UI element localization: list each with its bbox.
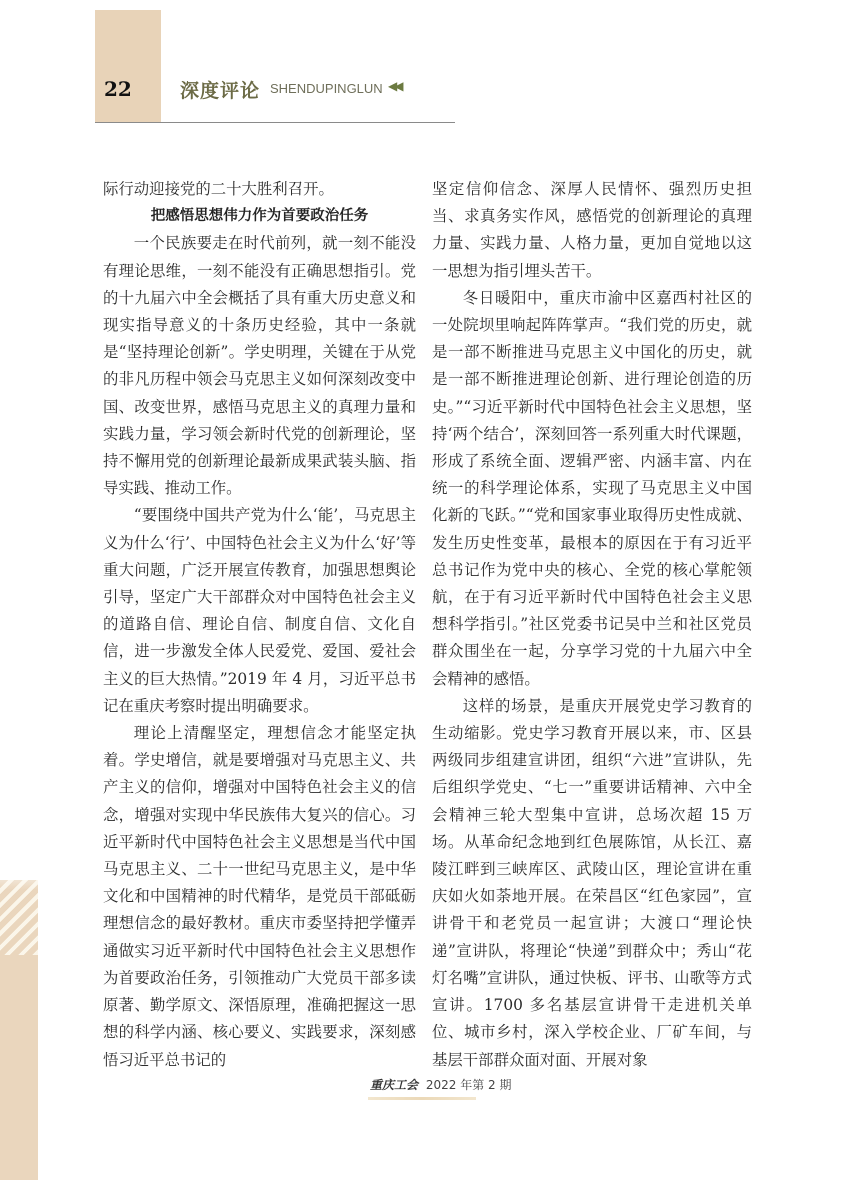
footer-underline (368, 1097, 476, 1100)
paragraph: 这样的场景，是重庆开展党史学习教育的生动缩影。党史学习教育开展以来，市、区县两级同步组建宣讲团，组织“六进”宣讲队，先后组织学党史、“七一”重要讲话精神、六中全会精神三轮大型集中宣讲，总场次超 15 万场。从革命纪念地到红色展陈馆，从长江、嘉陵江畔到三峡库区、武陵山区，理论宣讲在重庆如火如荼地开展。在荣昌区“红色家园”，宣讲骨干和老党员一起宣讲；大渡口“理论快递”宣讲队，将理论“快递”到群众中；秀山“花灯名嘴”宣讲队，通过快板、评书、山歌等方式宣讲。1700 多名基层宣讲骨干走进机关单位、城市乡村，深入学校企业、厂矿车间，与基层干部群众面对面、开展对象 (432, 696, 752, 1069)
header-divider (95, 122, 455, 123)
paragraph: 一个民族要走在时代前列，就一刻不能没有理论思维，一刻不能没有正确思想指引。党的十九届六中全会概括了具有重大历史意义和现实指导意义的十条历史经验，其中一条就是“坚持理论创新”。学史明理，关键在于从党的非凡历程中领会马克思主义如何深刻改变中国、改变世界，感悟马克思主义的真理力量和实践力量，学习领会新时代党的创新理论，坚持不懈用党的创新理论最新成果武装头脑、指导实践、推动工作。 (103, 234, 416, 498)
issue-label: 2022 年第 2 期 (425, 1078, 512, 1092)
section-pinyin: SHENDUPINGLUN (270, 81, 383, 96)
decorative-fade (0, 860, 38, 890)
section-title: 深度评论 (180, 80, 261, 102)
section-heading: 把感悟思想伟力作为首要政治任务 (150, 208, 369, 225)
paragraph: 理论上清醒坚定，理想信念才能坚定执着。学史增信，就是要增强对马克思主义、共产主义的信仰，增强对中国特色社会主义的信念，增强对实现中华民族伟大复兴的信心。习近平新时代中国特色社会主义思想是当代中国马克思主义、二十一世纪马克思主义，是中华文化和中国精神的时代精华，是党员干部砥砺理想信念的最好教材。重庆市委坚持把学懂弄通做实习近平新时代中国特色社会主义思想作为首要政治任务，引领推动广大党员干部多读原著、勤学原文、深悟原理，准确把握这一思想的科学内涵、核心要义、实践要求，深刻感悟习近平总书记的 (103, 724, 416, 1069)
magazine-name: 重庆工会 (370, 1078, 419, 1092)
paragraph: 冬日暖阳中，重庆市渝中区嘉西村社区的一处院坝里响起阵阵掌声。“我们党的历史，就是一部不断推进马克思主义中国化的历史，就是一部不断推进理论创新、进行理论创造的历史。”“习近平新时代中国特色社会主义思想，坚持‘两个结合’，深刻回答一系列重大时代课题，形成了系统全面、逻辑严密、内涵丰富、内在统一的科学理论体系，实现了马克思主义中国化新的飞跃。”“党和国家事业取得历史性成就、发生历史性变革，最根本的原因在于有习近平总书记作为党中央的核心、全党的核心掌舵领航，在于有习近平新时代中国特色社会主义思想科学指引。”社区党委书记吴中兰和社区党员群众围坐在一起，分享学习党的十九届六中全会精神的感悟。 (432, 288, 752, 688)
page-number: 22 (104, 77, 132, 101)
paragraph: 坚定信仰信念、深厚人民情怀、强烈历史担当、求真务实作风，感悟党的创新理论的真理力量、实践力量、人格力量，更加自觉地以这一思想为指引埋头苦干。 (432, 180, 752, 280)
page-number-block (95, 10, 161, 123)
paragraph: “要围绕中国共产党为什么‘能’，马克思主义为什么‘行’、中国特色社会主义为什么‘好’等重大问题，广泛开展宣传教育，加强思想舆论引导，坚定广大干部群众对中国特色社会主义的道路自信、理论自信、制度自信、文化自信，进一步激发全体人民爱党、爱国、爱社会主义的巨大热情。”2019 年 4 月，习近平总书记在重庆考察时提出明确要求。 (103, 506, 416, 715)
article-column-right (432, 176, 752, 1074)
double-left-arrow-icon: ◀◀ (388, 79, 401, 93)
paragraph: 际行动迎接党的二十大胜利召开。 (103, 180, 334, 198)
decorative-stripes (0, 880, 38, 955)
article-column-left (103, 176, 416, 1074)
page-footer (370, 1076, 511, 1093)
